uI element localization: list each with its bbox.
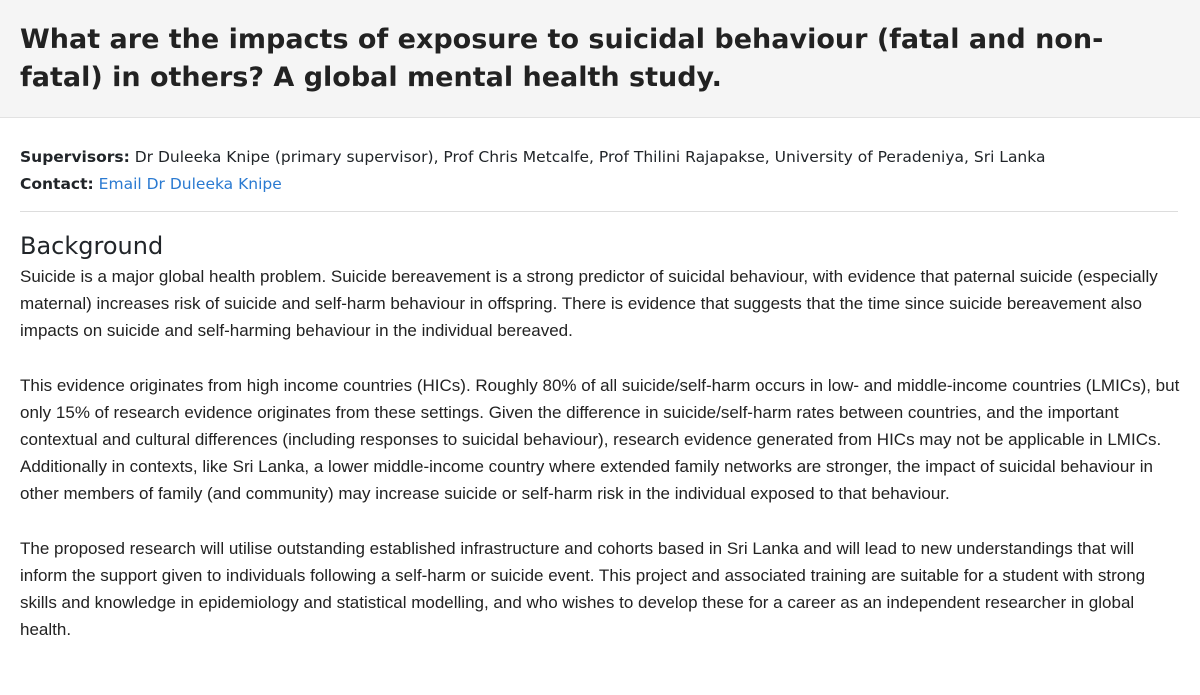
contact-email-link[interactable]: Email Dr Duleeka Knipe [98, 175, 282, 193]
contact-label: Contact: [20, 175, 94, 193]
background-paragraph-3: The proposed research will utilise outstanding established infrastructure and cohorts based in Sri Lanka and will lead to new understandings that will inform the support given to individuals following a self-harm or suicide event. This project and associated training are suitable for a student with strong skills and knowledge in epidemiology and statistical modelling, and who wishes to develop these for a career as an independent researcher in global health. [20, 538, 1146, 640]
page-title: What are the impacts of exposure to suicidal behaviour (fatal and non-fatal) in others? A global mental health study. [20, 24, 1104, 93]
contact-row [20, 171, 1180, 198]
background-section [0, 230, 1200, 643]
supervisors-row [20, 144, 1180, 171]
supervisors-value: Dr Duleeka Knipe (primary supervisor), Prof Chris Metcalfe, Prof Thilini Rajapakse, University of Peradeniya, Sri Lanka [129, 148, 1046, 166]
background-paragraph-1: Suicide is a major global health problem. Suicide bereavement is a strong predictor of suicidal behaviour, with evidence that paternal suicide (especially maternal) increases risk of suicide and self-harm behaviour in offspring. There is evidence that suggests that the time since suicide bereavement also impacts on suicide and self-harming behaviour in the individual bereaved. [20, 267, 1158, 341]
project-meta [0, 118, 1200, 198]
section-divider [20, 211, 1178, 212]
page-header [0, 0, 1200, 118]
background-paragraph-2: This evidence originates from high income countries (HICs). Roughly 80% of all suicide/self-harm occurs in low- and middle-income countries (LMICs), but only 15% of research evidence originates from these settings. Given the difference in suicide/self-harm rates between countries, and the important contextual and cultural differences (including responses to suicidal behaviour), research evidence generated from HICs may not be applicable in LMICs. Additionally in contexts, like Sri Lanka, a lower middle-income country where extended family networks are stronger, the impact of suicidal behaviour in other members of family (and community) may increase suicide or self-harm risk in the individual exposed to that behaviour. [20, 375, 1180, 504]
background-heading: Background [20, 232, 164, 260]
supervisors-label: Supervisors: [20, 148, 130, 166]
